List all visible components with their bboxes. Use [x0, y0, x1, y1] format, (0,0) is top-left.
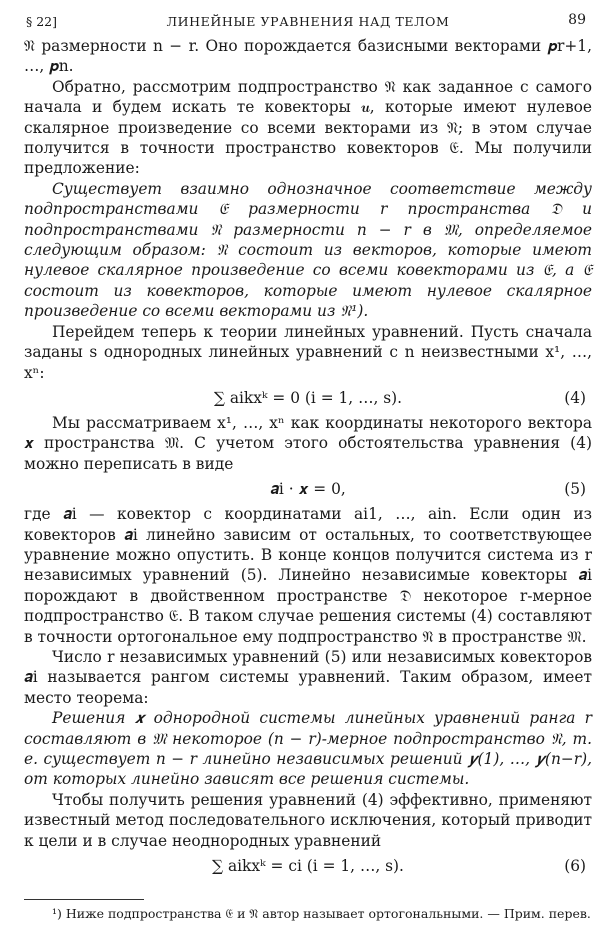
paragraph-linear-equations-intro: Перейдем теперь к теории линейных уравнений. Пусть сначала заданы s однородных линейных уравнений с n неизвестными x¹, …, xⁿ:	[24, 322, 592, 382]
equation-4-number: (4)	[564, 388, 586, 407]
equation-4-body: ∑ aikxᵏ = 0 (i = 1, …, s).	[213, 388, 403, 407]
body-text	[24, 36, 592, 881]
equation-6-body: ∑ aikxᵏ = ci (i = 1, …, s).	[212, 857, 404, 876]
paragraph-converse: Обратно, рассмотрим подпространство 𝔑 как заданное с самого начала и будем искать те ковекторы 𝒖, которые имеют нулевое скалярное произведение со всеми векторами из 𝔑; в этом случае получится в точности пространство ковекторов 𝔈. Мы получили предложение:	[24, 77, 592, 178]
running-header	[24, 10, 592, 36]
equation-4	[24, 383, 592, 413]
paragraph-elimination: Чтобы получить решения уравнений (4) эффективно, применяют известный метод последовательного исключения, который приводит к цели и в случае неоднородных уравнений	[24, 790, 592, 850]
paragraph-vector-form: Мы рассматриваем x¹, …, xⁿ как координаты некоторого вектора 𝒙 пространства 𝔐. С учетом этого обстоятельства уравнения (4) можно переписать в виде	[24, 413, 592, 473]
equation-5-body: 𝒂i · 𝒙 = 0,	[270, 480, 346, 499]
footnote-rule	[24, 899, 144, 900]
equation-6	[24, 851, 592, 881]
page-number: 89	[568, 12, 586, 28]
theorem-solutions: Решения 𝒙 однородной системы линейных уравнений ранга r составляют в 𝔐 некоторое (n − r)-мерное подпространство 𝔑, т. е. существует n − r линейно независимых решений 𝒚(1), …, 𝒚(n−r), от которых линейно зависят все решения системы.	[24, 709, 592, 789]
section-marker: § 22]	[26, 14, 58, 29]
running-title: ЛИНЕЙНЫЕ УРАВНЕНИЯ НАД ТЕЛОМ	[166, 14, 450, 29]
equation-5-number: (5)	[564, 480, 586, 499]
footnote: ¹) Ниже подпространства 𝔈 и 𝔑 автор называет ортогональными. — Прим. перев.	[52, 906, 591, 922]
paragraph-continuation: 𝔑 размерности n − r. Оно порождается базисными векторами 𝒑r+1, …, 𝒑n.	[24, 37, 592, 76]
book-page	[24, 10, 592, 922]
equation-6-number: (6)	[564, 857, 586, 876]
paragraph-rank-definition: Число r независимых уравнений (5) или независимых ковекторов 𝒂i называется рангом системы уравнений. Таким образом, имеет место теорема:	[24, 647, 592, 707]
paragraph-covectors: где 𝒂i — ковектор с координатами ai1, …, ain. Если один из ковекторов 𝒂i линейно зависим от остальных, то соответствующее уравнение можно опустить. В конце концов получится система из r независимых уравнений (5). Линейно независимые ковекторы 𝒂i порождают в двойственном пространстве 𝔇 некоторое r-мерное подпространство 𝔈. В таком случае решения системы (4) составляют в точности ортогональное ему подпространство 𝔑 в пространстве 𝔐.	[24, 505, 592, 646]
proposition-duality: Существует взаимно однозначное соответствие между подпространствами 𝔈 размерности r пространства 𝔇 и подпространствами 𝔑 размерности n − r в 𝔐, определяемое следующим образом: 𝔑 состоит из векторов, которые имеют нулевое скалярное произведение со всеми ковекторами из 𝔈, а 𝔈 состоит из ковекторов, которые имеют нулевое скалярное произведение со всеми векторами из 𝔑¹).	[24, 179, 592, 321]
equation-5	[24, 474, 592, 504]
